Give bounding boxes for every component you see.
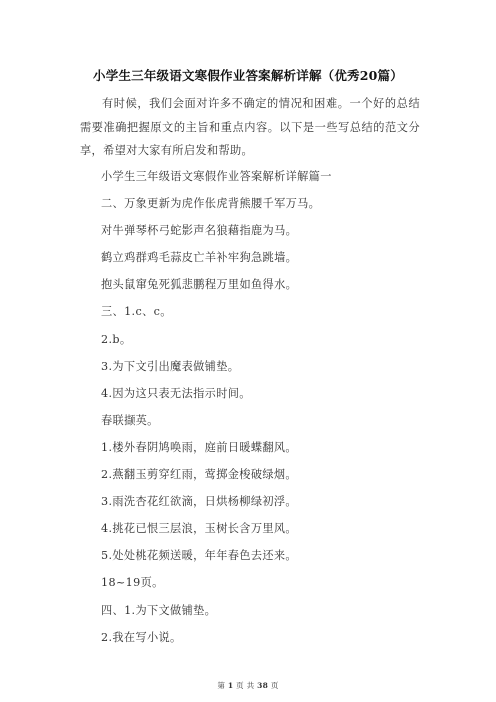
current-page-number: 1 bbox=[227, 681, 234, 690]
answer-line: 4.因为这只表无法指示时间。 bbox=[101, 386, 251, 400]
answer-lines bbox=[0, 169, 496, 657]
answer-line: 四、1.为下文做铺垫。 bbox=[101, 603, 217, 617]
answer-line: 2.我在写小说。 bbox=[101, 630, 182, 644]
answer-line: 5.处处桃花频送暖，年年春色去还来。 bbox=[101, 549, 297, 563]
answer-line: 3.为下文引出魔表做铺垫。 bbox=[101, 359, 240, 373]
answer-line: 18~19页。 bbox=[101, 576, 164, 590]
answer-line: 抱头鼠窜兔死狐悲鹏程万里如鱼得水。 bbox=[101, 278, 298, 292]
answer-line: 鹤立鸡群鸡毛蒜皮亡羊补牢狗急跳墙。 bbox=[101, 251, 298, 265]
answer-line: 1.楼外春阴鸠唤雨，庭前日暖蝶翻风。 bbox=[101, 440, 297, 454]
document-title: 小学生三年级语文寒假作业答案解析详解（优秀20篇） bbox=[93, 68, 403, 83]
answer-line: 3.雨洗杏花红欲滴，日烘杨柳绿初浮。 bbox=[101, 495, 297, 509]
footer-suffix: 页 bbox=[270, 681, 279, 690]
page-footer bbox=[0, 680, 496, 691]
answer-line: 二、万象更新为虎作伥虎背熊腰千军万马。 bbox=[101, 197, 321, 211]
answer-line: 对牛弹琴杯弓蛇影声名狼藉指鹿为马。 bbox=[101, 224, 298, 238]
section-heading: 小学生三年级语文寒假作业答案解析详解篇一 bbox=[101, 170, 332, 183]
answer-line: 2.燕翻玉剪穿红雨，莺掷金梭破绿烟。 bbox=[101, 468, 297, 482]
answer-line: 三、1.c、c。 bbox=[101, 305, 172, 319]
answer-line: 春联撷英。 bbox=[101, 413, 159, 427]
intro-paragraph: 有时候，我们会面对许多不确定的情况和困难。一个好的总结需要准确把握原文的主旨和重点内容。以下是一些写总结的范文分享，希望对大家有所启发和帮助。 bbox=[80, 97, 420, 157]
answer-line: 2.b。 bbox=[101, 332, 132, 346]
total-pages-number: 38 bbox=[257, 681, 269, 690]
footer-middle: 页 共 bbox=[236, 681, 255, 690]
footer-prefix: 第 bbox=[217, 681, 226, 690]
answer-line: 4.挑花已恨三层浪，玉树长含万里风。 bbox=[101, 522, 297, 536]
